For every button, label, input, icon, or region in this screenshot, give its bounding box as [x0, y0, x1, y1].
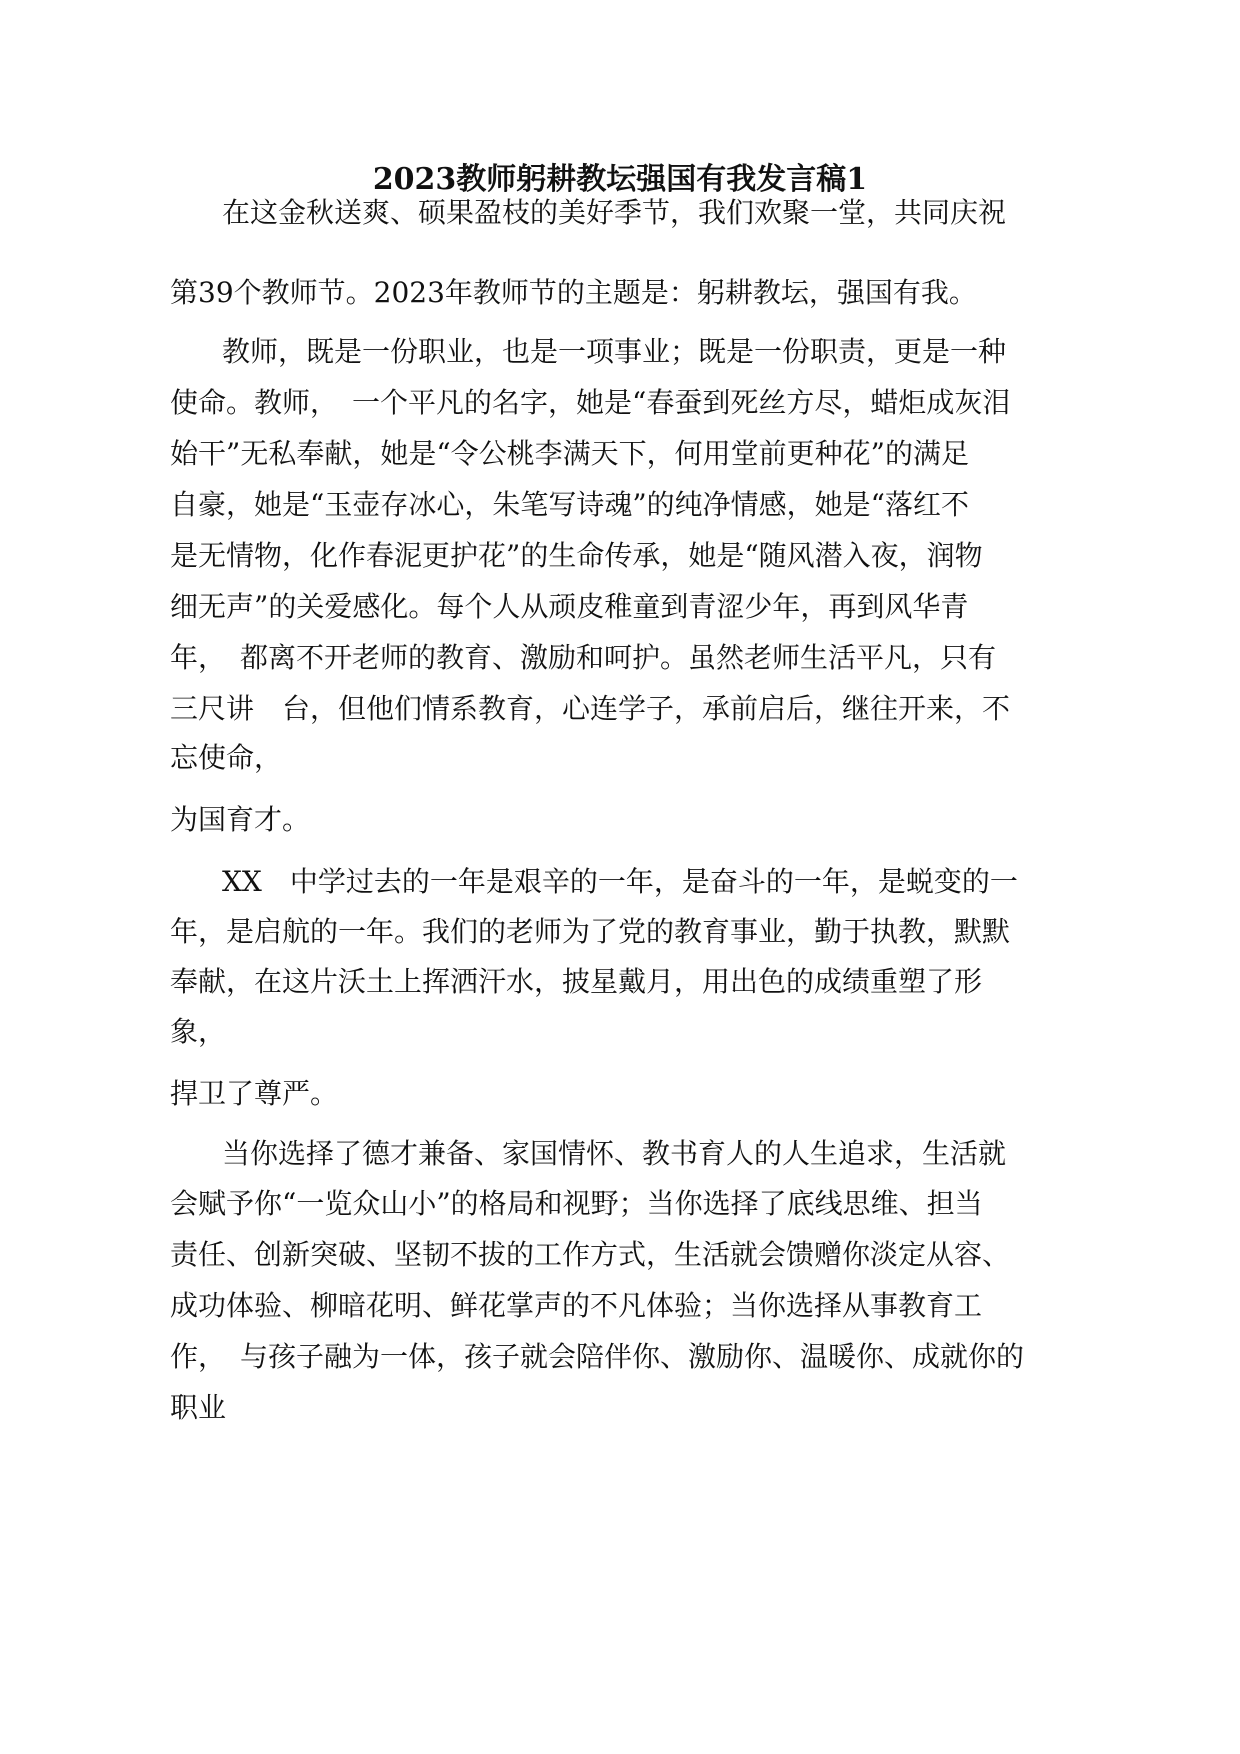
text-line: 在这金秋送爽、硕果盈枝的美好季节，我们欢聚一堂，共同庆祝 [222, 196, 1007, 229]
text-line: 自豪，她是“玉壶存冰心，朱笔写诗魂”的纯净情感，她是“落红不 [170, 488, 969, 521]
text-line: 为国育才。 [170, 803, 311, 836]
text-line: 作， 与孩子融为一体，孩子就会陪伴你、激励你、温暖你、成就你的 [170, 1340, 1025, 1373]
text-line: 年， 都离不开老师的教育、激励和呵护。虽然老师生活平凡，只有 [170, 641, 997, 674]
document-title: 2023教师躬耕教坛强国有我发言稿1 [372, 162, 868, 197]
text-line: 使命。教师， 一个平凡的名字，她是“春蚕到死丝方尽，蜡炬成灰泪 [170, 386, 1011, 419]
text-line: 年，是启航的一年。我们的老师为了党的教育事业，勤于执教，默默 [170, 915, 1011, 948]
text-line: 捍卫了尊严。 [170, 1077, 339, 1110]
text-line: 会赋予你“一览众山小”的格局和视野；当你选择了底线思维、担当 [170, 1187, 983, 1220]
text-line: 第39个教师节。2023年教师节的主题是：躬耕教坛，强国有我。 [170, 276, 977, 309]
text-line: 象， [170, 1015, 227, 1048]
text-line: 三尺讲 台，但他们情系教育，心连学子，承前启后，继往开来，不 [170, 692, 1011, 725]
text-line: XX 中学过去的一年是艰辛的一年，是奋斗的一年，是蜕变的一 [222, 865, 1018, 898]
text-line: 细无声”的关爱感化。每个人从顽皮稚童到青涩少年，再到风华青 [170, 590, 969, 623]
text-line: 奉献，在这片沃土上挥洒汗水，披星戴月，用出色的成绩重塑了形 [170, 965, 983, 998]
text-line: 教师，既是一份职业，也是一项事业；既是一份职责，更是一种 [222, 335, 1007, 368]
text-line: 始干”无私奉献，她是“令公桃李满天下，何用堂前更种花”的满足 [170, 437, 969, 470]
text-line: 是无情物，化作春泥更护花”的生命传承，她是“随风潜入夜，润物 [170, 539, 983, 572]
text-line: 职业 [170, 1391, 227, 1424]
text-line: 忘使命， [170, 741, 283, 774]
text-line: 成功体验、柳暗花明、鲜花掌声的不凡体验；当你选择从事教育工 [170, 1289, 983, 1322]
text-line: 责任、创新突破、坚韧不拔的工作方式，生活就会馈赠你淡定从容、 [170, 1238, 1011, 1271]
text-line: 当你选择了德才兼备、家国情怀、教书育人的人生追求，生活就 [222, 1137, 1007, 1170]
